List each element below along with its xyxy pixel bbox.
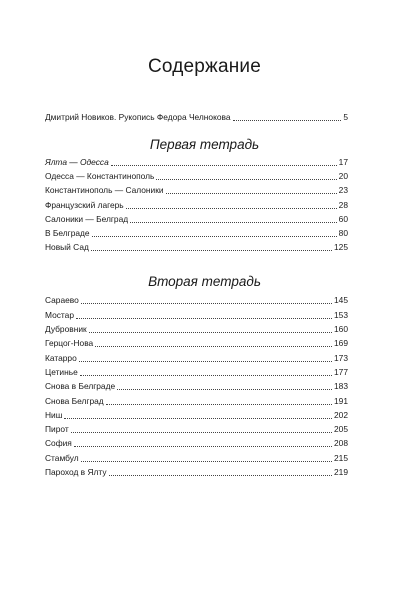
toc-entry-label: Константинополь — Салоники [45, 185, 164, 195]
toc-entry-page: 160 [334, 324, 348, 334]
toc-entry-page: 205 [334, 424, 348, 434]
toc-entry-label: Новый Сад [45, 242, 89, 252]
dot-leader [76, 318, 332, 319]
dot-leader [130, 222, 337, 223]
dot-leader [91, 250, 332, 251]
toc-entry-label: Пирот [45, 424, 69, 434]
toc-entry [45, 184, 348, 196]
toc-entry-label: Ялта — Одесса [45, 157, 109, 167]
toc-entry-label: Стамбул [45, 453, 79, 463]
toc-entry-page: 5 [343, 112, 348, 122]
section-heading-2: Вторая тетрадь [148, 274, 261, 289]
toc-entry-label: В Белграде [45, 228, 90, 238]
toc-entry-label: Пароход в Ялту [45, 467, 107, 477]
dot-leader [74, 446, 332, 447]
dot-leader [81, 461, 332, 462]
toc-entry-page: 17 [338, 157, 348, 167]
toc-entry-page: 202 [334, 410, 348, 420]
dot-leader [64, 418, 332, 419]
toc-entry [45, 227, 348, 239]
toc-entry [45, 380, 348, 392]
toc-entry-label: Ниш [45, 410, 63, 420]
dot-leader [106, 404, 332, 405]
toc-entry-label: Дмитрий Новиков. Рукопись Федора Челнокова [45, 112, 231, 122]
toc-entry [45, 241, 348, 253]
dot-leader [71, 432, 332, 433]
dot-leader [117, 389, 332, 390]
toc-entry-page: 169 [334, 338, 348, 348]
toc-entry [45, 409, 348, 421]
toc-entry-label: Салоники — Белград [45, 214, 129, 224]
toc-entry [45, 466, 348, 478]
dot-leader [126, 208, 337, 209]
toc-entry [45, 352, 348, 364]
toc-entry [45, 423, 348, 435]
toc-entry-page: 191 [334, 396, 348, 406]
toc-entry-label: Снова Белград [45, 396, 104, 406]
toc-entry-label: Катарро [45, 353, 77, 363]
toc-entry-label: Одесса — Константинополь [45, 171, 155, 181]
dot-leader [109, 475, 333, 476]
dot-leader [233, 120, 342, 121]
toc-entry-page: 20 [338, 171, 348, 181]
toc-entry-page: 60 [338, 214, 348, 224]
toc-entry [45, 199, 348, 211]
toc-entry-page: 145 [334, 295, 348, 305]
toc-entry [45, 309, 348, 321]
toc-entry-intro [45, 111, 348, 123]
toc-entry-label: Снова в Белграде [45, 381, 116, 391]
dot-leader [79, 361, 332, 362]
toc-entry [45, 156, 348, 168]
toc-entry-page: 183 [334, 381, 348, 391]
toc-entry-label: Мостар [45, 310, 74, 320]
toc-entry-page: 215 [334, 453, 348, 463]
toc-entry-page: 80 [338, 228, 348, 238]
toc-entry-label: София [45, 438, 72, 448]
dot-leader [81, 303, 332, 304]
toc-entry [45, 213, 348, 225]
toc-entry [45, 294, 348, 306]
toc-entry-label: Цетинье [45, 367, 78, 377]
dot-leader [80, 375, 332, 376]
dot-leader [156, 179, 336, 180]
dot-leader [111, 165, 337, 166]
toc-entry-page: 177 [334, 367, 348, 377]
section-heading-1: Первая тетрадь [149, 137, 260, 152]
toc-entry [45, 170, 348, 182]
page-title: Содержание [147, 56, 262, 77]
toc-entry [45, 366, 348, 378]
toc-entry-label: Герцог-Нова [45, 338, 94, 348]
toc-entry [45, 395, 348, 407]
toc-entry-page: 23 [338, 185, 348, 195]
toc-entry-page: 208 [334, 438, 348, 448]
toc-entry [45, 323, 348, 335]
toc-entry-page: 153 [334, 310, 348, 320]
toc-entry-page: 173 [334, 353, 348, 363]
dot-leader [95, 346, 332, 347]
toc-entry-page: 28 [338, 200, 348, 210]
dot-leader [92, 236, 337, 237]
toc-entry-page: 125 [334, 242, 348, 252]
toc-entry-label: Французский лагерь [45, 200, 124, 210]
toc-entry-label: Сараево [45, 295, 79, 305]
toc-entry [45, 437, 348, 449]
dot-leader [166, 193, 337, 194]
dot-leader [89, 332, 332, 333]
toc-entry [45, 452, 348, 464]
toc-entry-page: 219 [334, 467, 348, 477]
toc-entry [45, 337, 348, 349]
toc-entry-label: Дубровник [45, 324, 87, 334]
